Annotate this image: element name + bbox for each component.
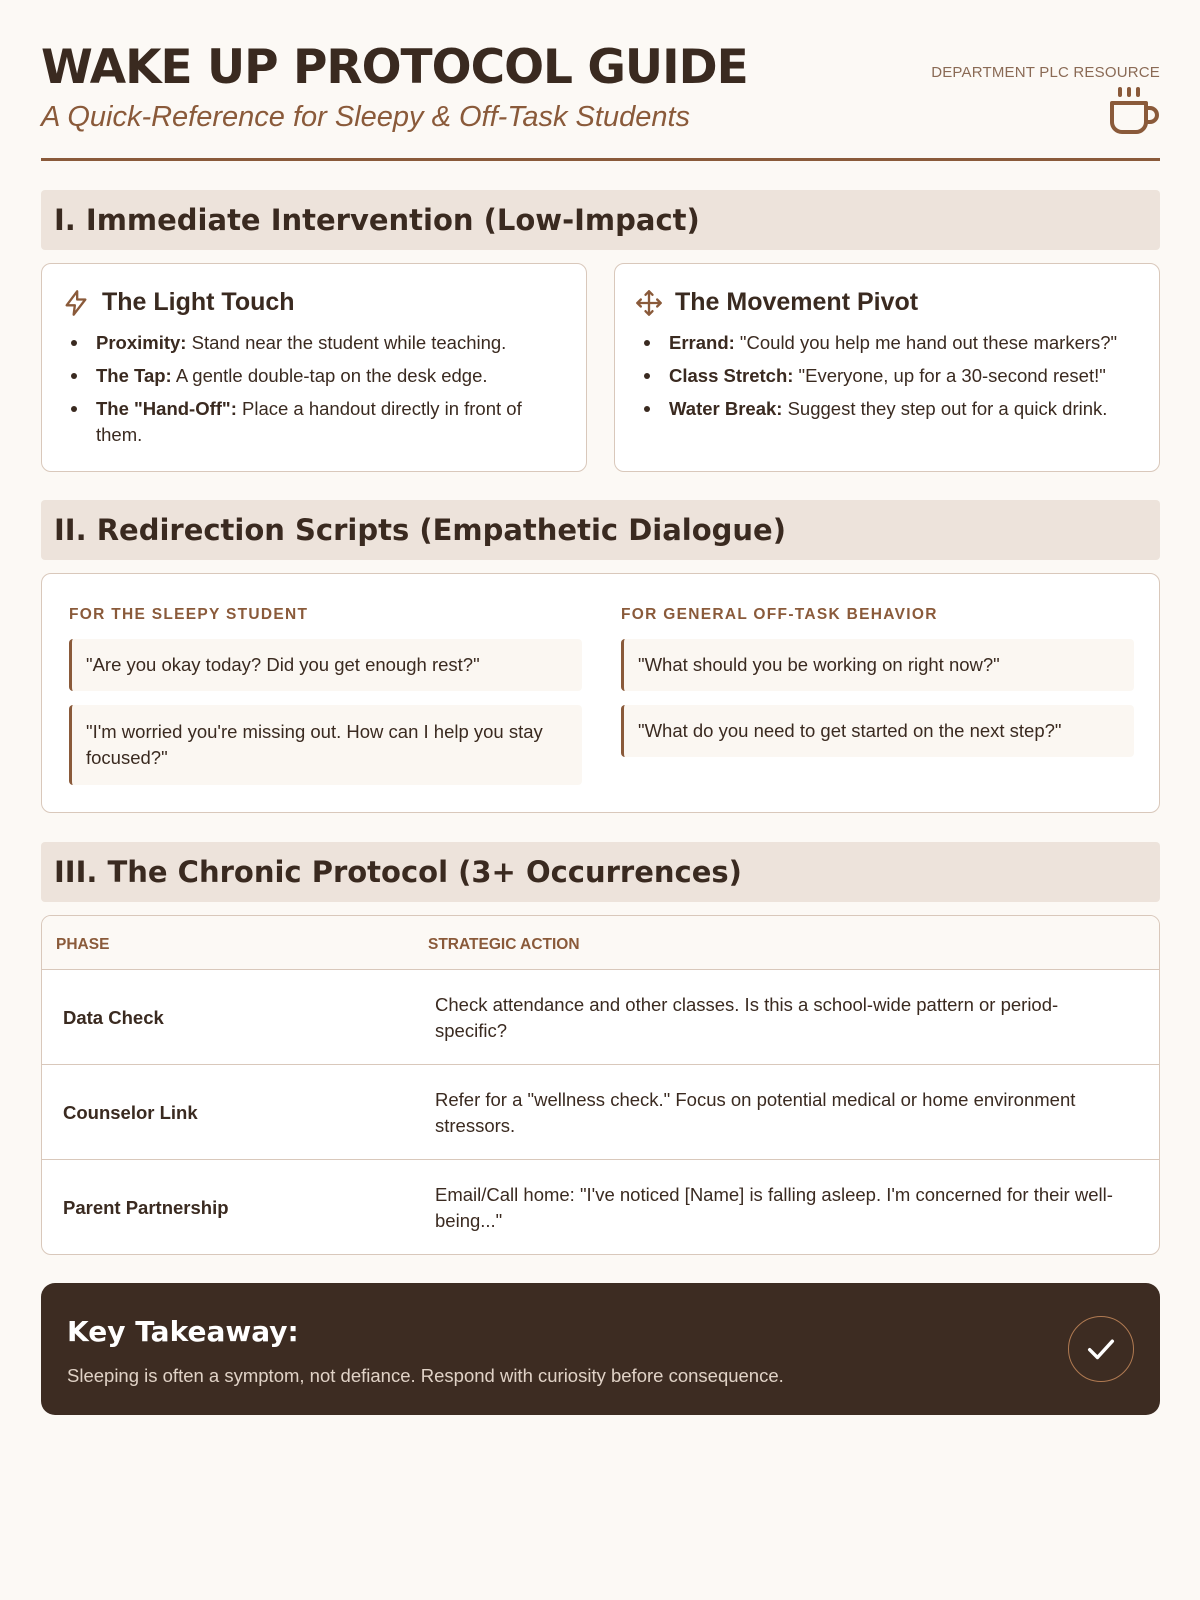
page-title: WAKE UP PROTOCOL GUIDE [41, 40, 748, 95]
move-arrows-icon [635, 289, 663, 317]
script-quote: "I'm worried you're missing out. How can I help you stay focused?" [69, 705, 582, 785]
script-quote: "Are you okay today? Did you get enough rest?" [69, 639, 582, 691]
list-item: Class Stretch: "Everyone, up for a 30-second reset!" [669, 363, 1139, 389]
lightning-icon [62, 289, 90, 317]
takeaway-title: Key Takeaway: [67, 1315, 299, 1348]
card-title [62, 288, 295, 317]
column-header-action: STRATEGIC ACTION [428, 936, 580, 953]
column-label-sleepy: FOR THE SLEEPY STUDENT [69, 606, 309, 623]
table-row [42, 1160, 1159, 1255]
section-heading-scripts: II. Redirection Scripts (Empathetic Dialogue) [41, 500, 1160, 560]
list-item: The Tap: A gentle double-tap on the desk edge. [96, 363, 566, 389]
table-row [42, 1065, 1159, 1160]
action-cell: Check attendance and other classes. Is this a school-wide pattern or period-specific? [435, 993, 1059, 1041]
coffee-cup-icon [1108, 86, 1160, 136]
takeaway-text: Sleeping is often a symptom, not defiance. Respond with curiosity before consequence. [67, 1365, 784, 1386]
list-item: Proximity: Stand near the student while teaching. [96, 330, 566, 356]
card-title-text: The Movement Pivot [675, 288, 919, 316]
card-title-text: The Light Touch [102, 288, 295, 316]
action-cell: Refer for a "wellness check." Focus on potential medical or home environment stressors. [435, 1088, 1076, 1136]
list-item: Water Break: Suggest they step out for a quick drink. [669, 396, 1139, 422]
column-label-off-task: FOR GENERAL OFF-TASK BEHAVIOR [621, 606, 938, 623]
key-takeaway-box [41, 1283, 1160, 1415]
card-movement-pivot [614, 263, 1160, 472]
phase-cell: Data Check [63, 1006, 164, 1028]
page [41, 0, 1160, 1386]
action-cell: Email/Call home: "I've noticed [Name] is falling asleep. I'm concerned for their well-being..." [435, 1183, 1113, 1231]
phase-cell: Counselor Link [63, 1101, 198, 1123]
phase-cell: Parent Partnership [63, 1196, 229, 1218]
scripts-card [41, 573, 1160, 813]
bullet-list [669, 330, 1139, 429]
header [41, 0, 1160, 161]
section-heading-immediate: I. Immediate Intervention (Low-Impact) [41, 190, 1160, 250]
card-light-touch [41, 263, 587, 472]
checkmark-icon [1068, 1316, 1134, 1382]
list-item: Errand: "Could you help me hand out these markers?" [669, 330, 1139, 356]
department-label: DEPARTMENT PLC RESOURCE [931, 64, 1160, 81]
column-header-phase: PHASE [56, 936, 110, 953]
table-header [42, 916, 1159, 970]
table-row [42, 970, 1159, 1065]
card-title [635, 288, 918, 317]
bullet-list [96, 330, 566, 455]
protocol-table [41, 915, 1160, 1255]
script-quote: "What do you need to get started on the next step?" [621, 705, 1134, 757]
list-item: The "Hand-Off": Place a handout directly in front of them. [96, 396, 566, 448]
script-quote: "What should you be working on right now?" [621, 639, 1134, 691]
section-heading-chronic: III. The Chronic Protocol (3+ Occurrences) [41, 842, 1160, 902]
page-subtitle: A Quick-Reference for Sleepy & Off-Task Students [41, 101, 691, 133]
